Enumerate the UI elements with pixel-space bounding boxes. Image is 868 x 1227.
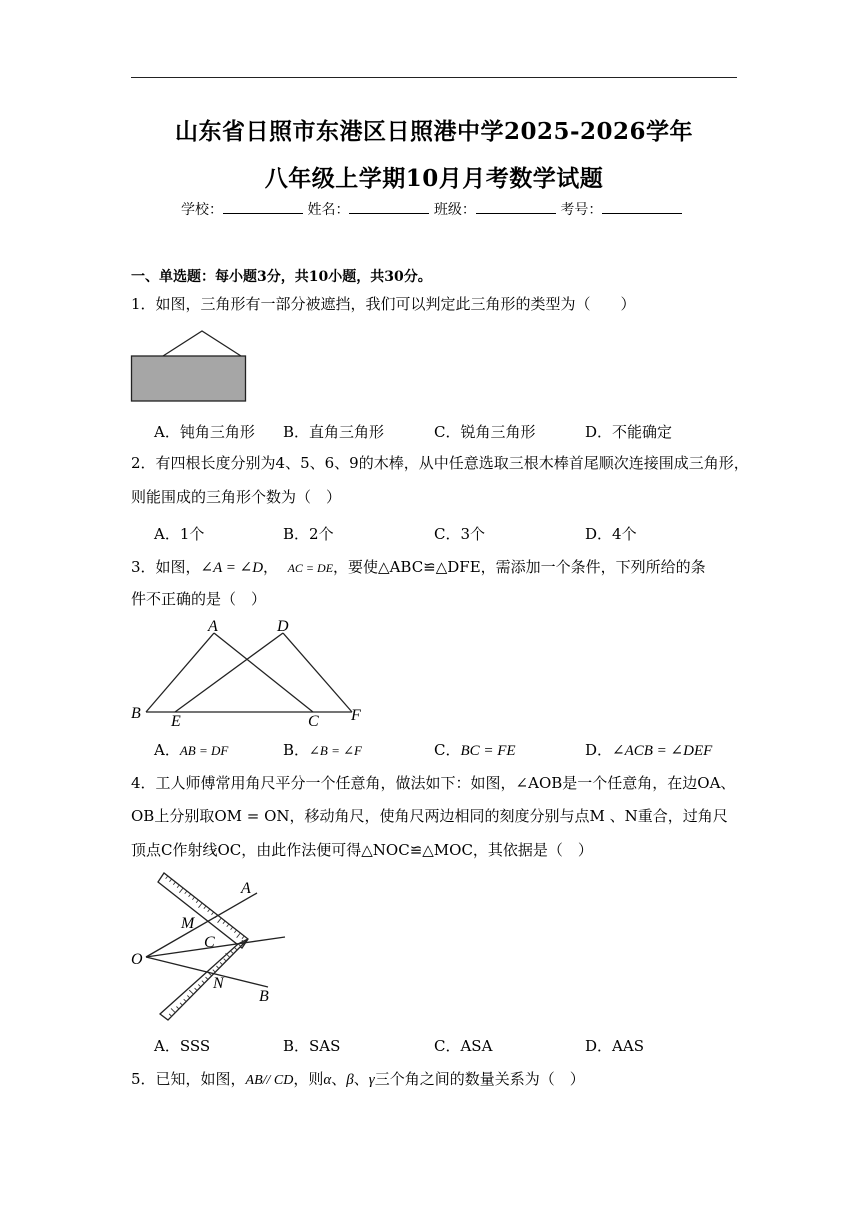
option-expr: ∠ACB = ∠DEF: [612, 743, 713, 759]
label-d: D: [277, 618, 289, 635]
question-1-option-c[interactable]: C．锐角三角形: [434, 423, 536, 441]
label-c: C: [204, 934, 215, 951]
question-5-stem-part: 、: [353, 1070, 369, 1088]
question-5-stem-part: 5．已知，如图，: [131, 1070, 246, 1088]
question-1-option-d[interactable]: D．不能确定: [585, 423, 673, 441]
question-5-stem-part: ，则: [293, 1070, 324, 1088]
question-4-option-d[interactable]: D．AAS: [585, 1037, 644, 1055]
question-3-given-angle: ∠A = ∠D: [200, 560, 264, 576]
question-1-option-a[interactable]: A．钝角三角形: [154, 423, 255, 441]
option-expr: BC = FE: [460, 743, 516, 759]
question-4-option-b[interactable]: B．SAS: [283, 1037, 341, 1055]
label-n: N: [213, 975, 224, 992]
question-4-option-c[interactable]: C．ASA: [434, 1037, 493, 1055]
question-5-alpha: α: [323, 1072, 332, 1088]
title-line-1: 山东省日照市东港区日照港中学2025-2026学年: [174, 118, 694, 145]
question-1-option-b[interactable]: B．直角三角形: [283, 423, 385, 441]
question-2-option-d[interactable]: D．4个: [585, 525, 637, 543]
question-2-option-c[interactable]: C．3个: [434, 525, 486, 543]
question-2-option-a[interactable]: A．1个: [154, 525, 205, 543]
question-4-option-a[interactable]: A．SSS: [154, 1037, 211, 1055]
label-m: M: [181, 915, 195, 932]
section-heading: 一、单选题：每小题3分，共10小题，共30分。: [131, 269, 432, 285]
option-letter: D．: [585, 741, 613, 759]
title-line-2: 八年级上学期10月月考数学试题: [264, 165, 604, 192]
question-5-beta: β: [346, 1072, 354, 1088]
label-e: E: [171, 713, 181, 730]
option-letter: C．: [434, 741, 461, 759]
name-label: 姓名：: [307, 202, 350, 218]
question-5-stem-part: 三个角之间的数量关系为（ ）: [374, 1070, 585, 1088]
question-5-stem-part: 、: [331, 1070, 347, 1088]
option-expr: ∠B = ∠F: [309, 743, 362, 758]
label-a: A: [208, 618, 218, 635]
question-2-stem-line-2: 则能围成的三角形个数为（ ）: [131, 488, 342, 506]
question-5-gamma: γ: [368, 1072, 375, 1088]
label-c: C: [308, 713, 319, 730]
question-4-stem-line-2: OB上分别取OM = ON，移动角尺，使角尺两边相同的刻度分别与点M 、N重合，过角尺: [131, 807, 728, 825]
number-label: 考号：: [560, 202, 603, 218]
question-3-stem-part: ，要使△ABC≌△DFE，需添加一个条件，下列所给的条: [333, 558, 706, 576]
label-o: O: [131, 951, 143, 968]
question-2-stem-line-1: 2．有四根长度分别为4、5、6、9的木棒，从中任意选取三根木棒首尾顺次连接围成三角形，: [131, 454, 749, 472]
label-b: B: [131, 705, 141, 722]
option-letter: B．: [283, 741, 310, 759]
question-4-stem-line-1: 4．工人师傅常用角尺平分一个任意角，做法如下：如图，∠AOB是一个任意角，在边OA、: [131, 774, 736, 792]
option-letter: A．: [154, 741, 180, 759]
question-3-stem-part: 3．如图，: [131, 558, 201, 576]
question-3-stem-line-2: 件不正确的是（ ）: [131, 590, 267, 608]
option-expr: AB = DF: [179, 743, 229, 758]
label-f: F: [351, 707, 361, 724]
label-b: B: [259, 988, 269, 1005]
class-label: 班级：: [433, 202, 476, 218]
question-1-stem: 1．如图，三角形有一部分被遮挡，我们可以判定此三角形的类型为（ ）: [131, 295, 636, 313]
question-3-given-side: AC = DE: [287, 561, 334, 575]
question-3-stem-part: ，: [263, 558, 279, 576]
label-a: A: [241, 880, 251, 897]
question-2-option-b[interactable]: B．2个: [283, 525, 334, 543]
question-5-parallel: AB// CD: [245, 1073, 294, 1088]
school-label: 学校：: [181, 202, 223, 218]
question-5-stem: [131, 1069, 585, 1091]
carpenter-square: [158, 873, 248, 1020]
question-4-stem-line-3: 顶点C作射线OC，由此作法便可得△NOC≌△MOC，其依据是（ ）: [131, 841, 593, 859]
